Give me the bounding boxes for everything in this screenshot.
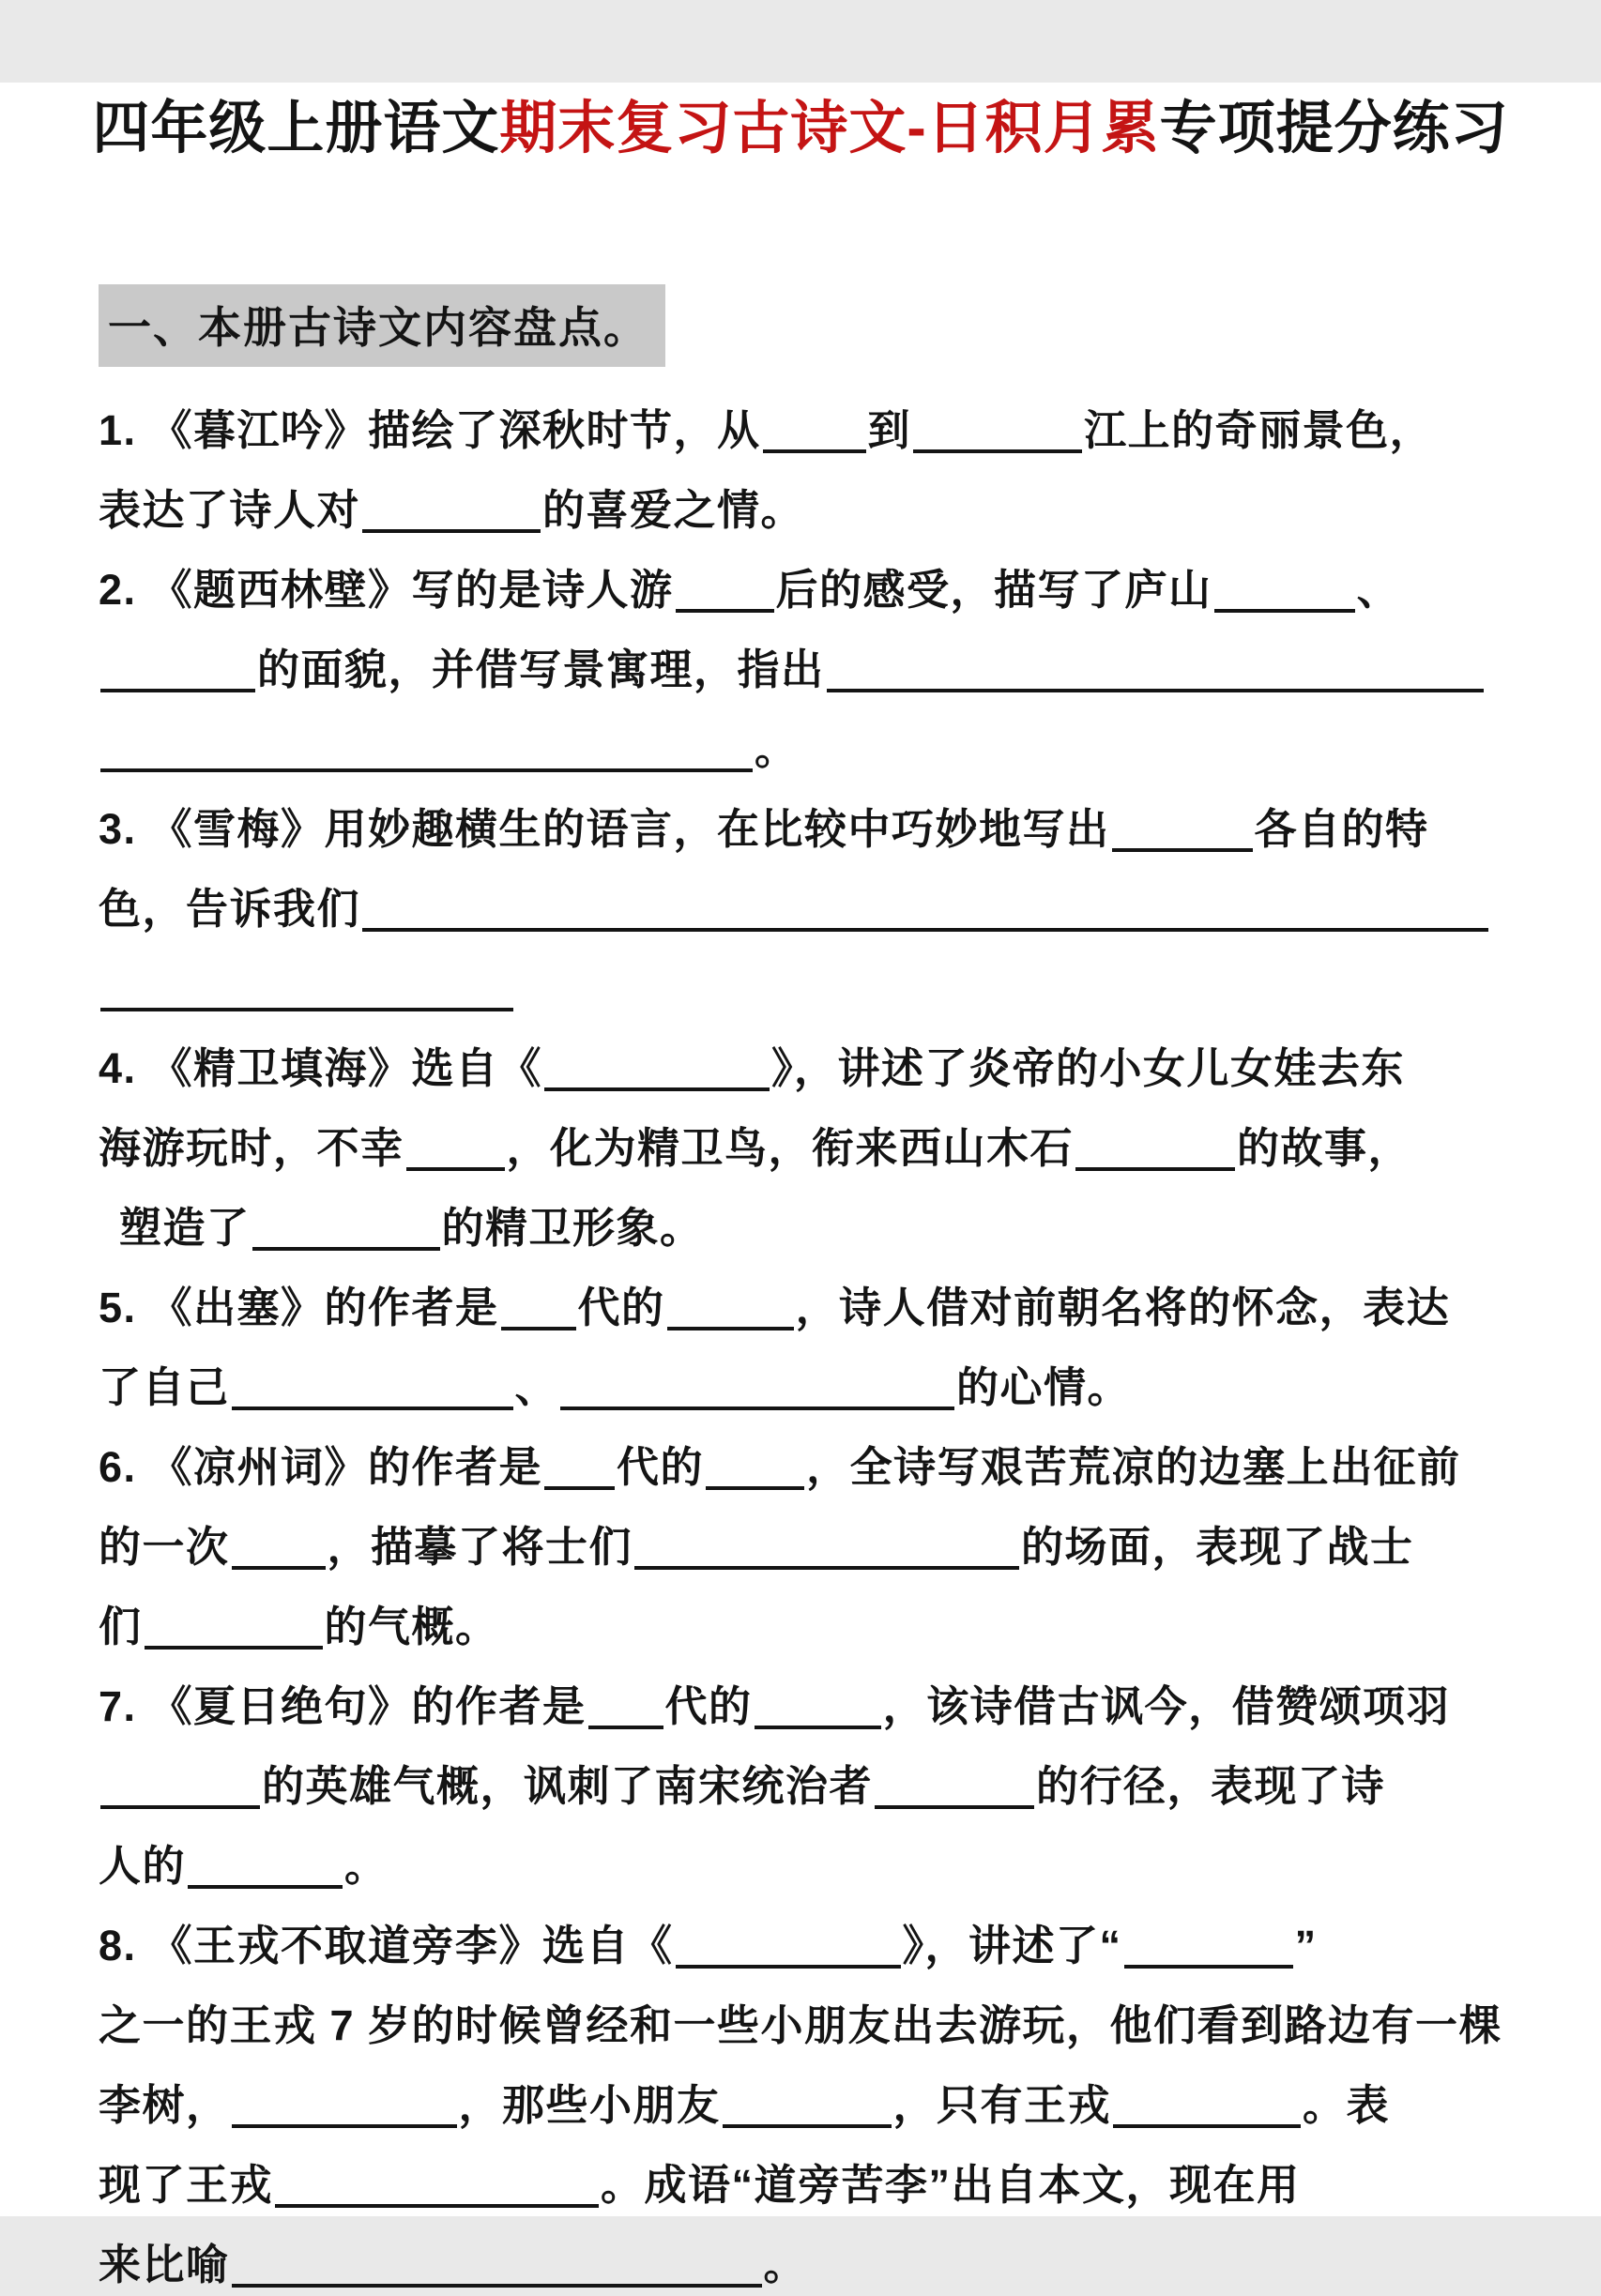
line-text: 的精卫形象。	[441, 1203, 704, 1252]
question-line	[99, 1020, 1512, 1100]
fill-in-blank	[763, 449, 866, 453]
fill-in-blank	[362, 529, 541, 533]
line-text: 后的感受，描写了庐山	[775, 565, 1212, 614]
fill-in-blank	[100, 1805, 260, 1809]
question-line	[99, 621, 1512, 701]
line-text: 的气概。	[324, 1602, 499, 1650]
question-line	[99, 1977, 1512, 2057]
question-line	[99, 1817, 1512, 1897]
worksheet-content	[0, 164, 1601, 2296]
line-text: 代的	[577, 1283, 665, 1331]
question-line	[99, 1179, 1512, 1259]
question-line	[99, 1419, 1512, 1498]
line-text: 的英雄气概，讽刺了南宋统治者	[262, 1761, 874, 1810]
line-text: 的喜爱之情。	[542, 485, 805, 534]
line-text: ，该诗借古讽今，借赞颂项羽	[882, 1681, 1451, 1730]
line-text: 。	[755, 724, 799, 773]
question-line	[99, 860, 1512, 940]
line-text: ，描摹了将士们	[327, 1522, 633, 1571]
line-text: ，只有王戎	[892, 2080, 1112, 2129]
fill-in-blank	[634, 1566, 1019, 1570]
fill-in-blank	[560, 1406, 954, 1410]
line-text: 代的	[664, 1681, 753, 1730]
question-line	[99, 2057, 1512, 2136]
fill-in-blank	[188, 1885, 343, 1889]
line-text: 之一的王戎 7 岁的时候曾经和一些小朋友出去游玩，他们看到路边有一棵	[99, 2000, 1503, 2049]
question-line	[99, 2136, 1512, 2216]
question-line	[99, 1738, 1512, 1817]
line-text: 们	[99, 1602, 143, 1650]
fill-in-blank	[362, 928, 1488, 932]
line-text: 3. 《雪梅》用妙趣横生的语言，在比较中巧妙地写出	[99, 804, 1110, 853]
line-text: 海游玩时，不幸	[99, 1123, 404, 1172]
line-text: 。表	[1303, 2080, 1391, 2129]
question-8	[99, 1897, 1512, 2296]
line-text: 了自己	[99, 1362, 230, 1411]
line-text: ，全诗写艰苦荒凉的边塞上出征前	[806, 1442, 1461, 1491]
line-text: 、	[1356, 565, 1401, 614]
question-line	[99, 701, 1512, 781]
fill-in-blank	[875, 1805, 1034, 1809]
question-line	[99, 2216, 1512, 2296]
question-6	[99, 1419, 1512, 1658]
fill-in-blank	[232, 1406, 513, 1410]
line-text: ，那些小朋友	[458, 2080, 721, 2129]
question-line	[99, 1339, 1512, 1419]
question-line	[99, 462, 1512, 541]
fill-in-blank	[232, 2284, 762, 2288]
line-text: 5. 《出塞》的作者是	[99, 1283, 499, 1331]
fill-in-blank	[755, 1726, 881, 1729]
line-text: 江上的奇丽景色，	[1084, 405, 1434, 454]
fill-in-blank	[706, 1486, 804, 1490]
fill-in-blank	[723, 2124, 892, 2128]
fill-in-blank	[913, 449, 1082, 453]
question-2	[99, 541, 1512, 781]
line-text: 的面貌，并借写景寓理，指出	[257, 645, 825, 693]
question-line	[99, 1259, 1512, 1339]
question-line	[99, 1578, 1512, 1658]
line-text: 到	[867, 405, 912, 454]
line-text: 6. 《凉州词》的作者是	[99, 1442, 543, 1491]
line-text: 的场面，表现了战士	[1021, 1522, 1414, 1571]
page-title	[0, 83, 1601, 164]
line-text: 》，讲述了“	[902, 1921, 1122, 1969]
line-text: ”	[1294, 1921, 1318, 1969]
questions	[99, 382, 1512, 2296]
fill-in-blank	[275, 2204, 599, 2208]
fill-in-blank	[252, 1247, 440, 1251]
question-line	[99, 940, 1512, 1020]
fill-in-blank	[1112, 848, 1253, 852]
fill-in-blank	[676, 609, 774, 613]
line-text: 7. 《夏日绝句》的作者是	[99, 1681, 587, 1730]
line-text: ，诗人借对前朝名将的怀念，表达	[795, 1283, 1451, 1331]
fill-in-blank	[667, 1327, 794, 1330]
line-text: 来比喻	[99, 2240, 230, 2288]
line-text: 1. 《暮江吟》描绘了深秋时节，从	[99, 405, 761, 454]
fill-in-blank	[100, 768, 753, 772]
line-text: 人的	[99, 1841, 187, 1890]
question-5	[99, 1259, 1512, 1419]
line-text: 的一次	[99, 1522, 230, 1571]
fill-in-blank	[100, 1008, 513, 1011]
question-1	[99, 382, 1512, 541]
fill-in-blank	[406, 1167, 505, 1171]
fill-in-blank	[544, 1087, 770, 1091]
line-text: 色，告诉我们	[99, 884, 361, 933]
fill-in-blank	[827, 689, 1484, 692]
line-text: 的行径，表现了诗	[1036, 1761, 1386, 1810]
section-heading: 一、本册古诗文内容盘点。	[99, 284, 665, 367]
line-text: 李树，	[99, 2080, 230, 2129]
line-text: 代的	[617, 1442, 705, 1491]
fill-in-blank	[1075, 1167, 1235, 1171]
question-4	[99, 1020, 1512, 1259]
fill-in-blank	[145, 1646, 323, 1650]
question-line	[99, 1897, 1512, 1977]
line-text: 。成语“道旁苦李”出自本文，现在用	[601, 2160, 1301, 2209]
question-line	[99, 1498, 1512, 1578]
line-text: 2. 《题西林壁》写的是诗人游	[99, 565, 674, 614]
fill-in-blank	[232, 2124, 457, 2128]
question-line	[99, 1100, 1512, 1179]
fill-in-blank	[1124, 1965, 1293, 1969]
fill-in-blank	[232, 1566, 326, 1570]
question-7	[99, 1658, 1512, 1897]
worksheet-page	[0, 83, 1601, 2288]
fill-in-blank	[100, 689, 255, 692]
question-line	[99, 541, 1512, 621]
fill-in-blank	[501, 1327, 576, 1330]
line-text: 4. 《精卫填海》选自《	[99, 1043, 543, 1092]
question-line	[99, 781, 1512, 860]
fill-in-blank	[1113, 2124, 1301, 2128]
title-text: 四年级上册语文	[92, 96, 500, 160]
line-text: 现了王戎	[99, 2160, 274, 2209]
fill-in-blank	[588, 1726, 663, 1729]
title-text: 专项提分练习	[1159, 96, 1509, 160]
line-text: 、	[514, 1362, 559, 1411]
line-text: 》，讲述了炎帝的小女儿女娃去东	[771, 1043, 1406, 1092]
line-text: 塑造了	[119, 1203, 251, 1252]
line-text: 各自的特	[1254, 804, 1429, 853]
line-text: 的心情。	[956, 1362, 1132, 1411]
fill-in-blank	[676, 1965, 901, 1969]
question-line	[99, 382, 1512, 462]
line-text: 表达了诗人对	[99, 485, 361, 534]
fill-in-blank	[1214, 609, 1355, 613]
fill-in-blank	[544, 1486, 615, 1490]
title-highlight-text: 期末复习古诗文-日积月累	[499, 96, 1160, 160]
line-text: ，化为精卫鸟，衔来西山木石	[506, 1123, 1075, 1172]
line-text: 8. 《王戎不取道旁李》选自《	[99, 1921, 674, 1969]
question-line	[99, 1658, 1512, 1738]
line-text: 。	[763, 2240, 808, 2288]
question-3	[99, 781, 1512, 1020]
line-text: 。	[344, 1841, 389, 1890]
line-text: 的故事，	[1237, 1123, 1412, 1172]
